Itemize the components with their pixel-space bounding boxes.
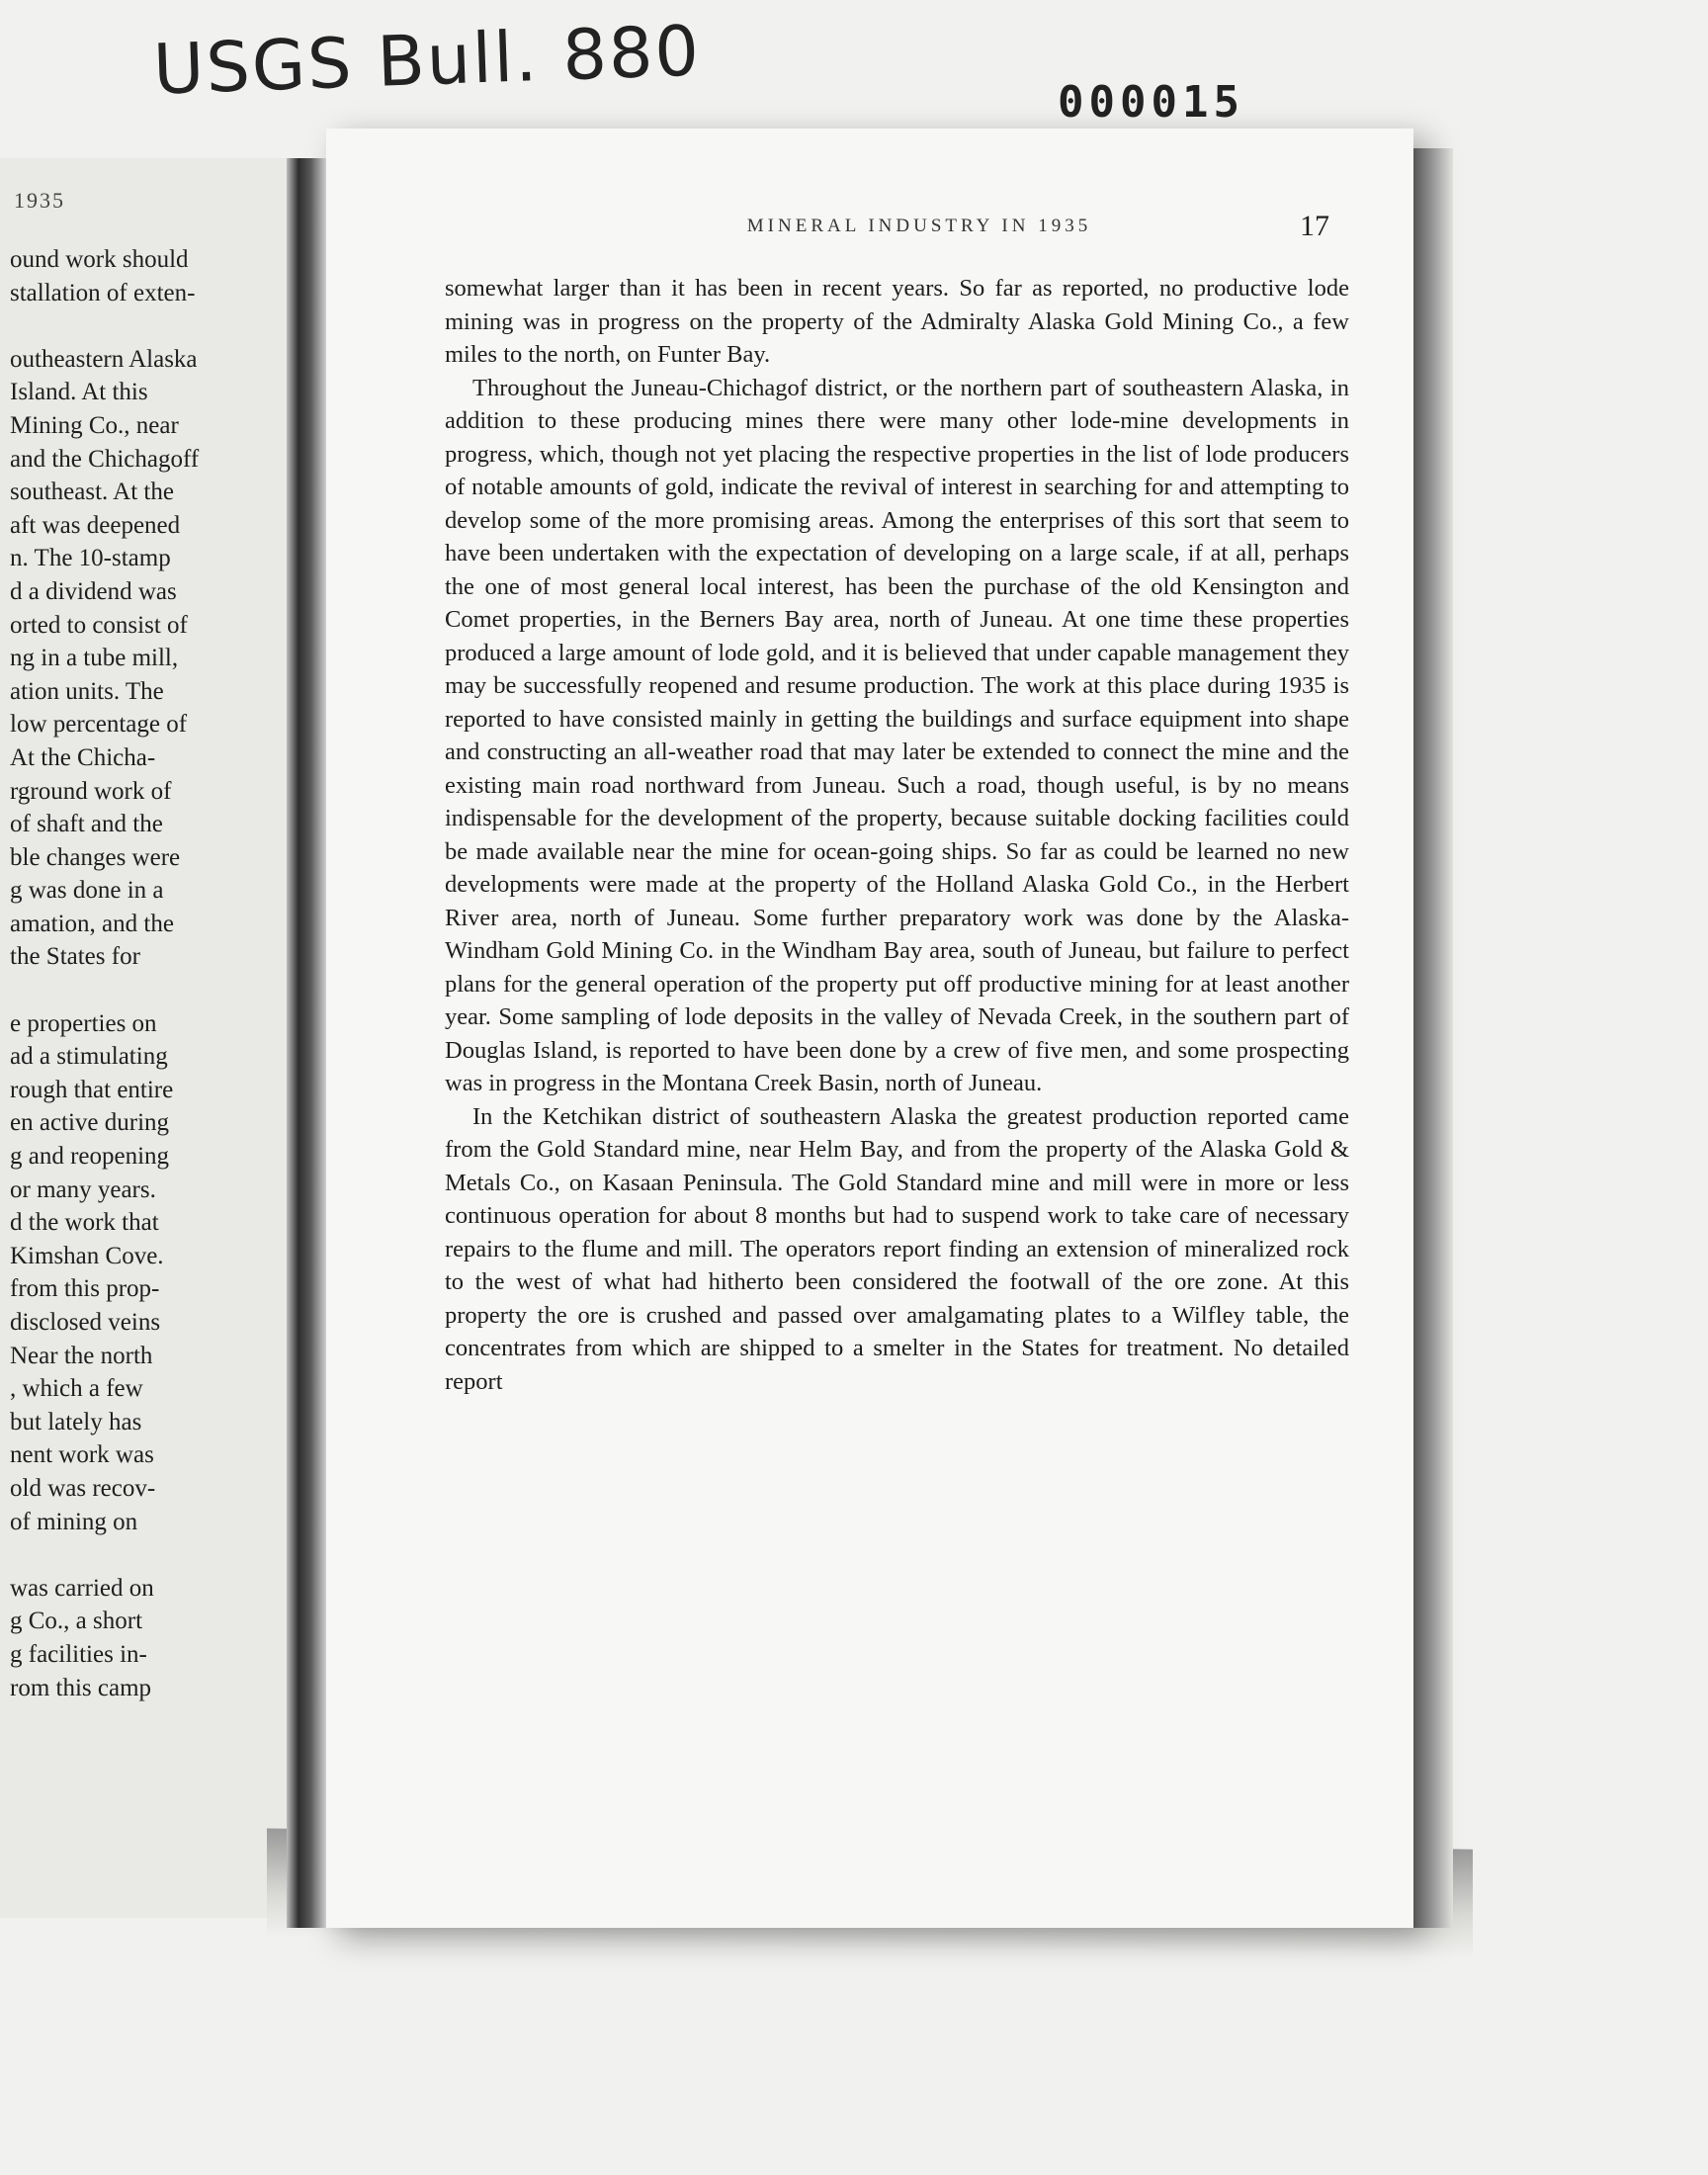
left-page-line: g was done in a bbox=[10, 877, 164, 905]
left-page-line: ng in a tube mill, bbox=[10, 645, 179, 672]
left-page-line: Island. At this bbox=[10, 379, 148, 406]
left-page-line: ation units. The bbox=[10, 677, 164, 705]
paragraph: somewhat larger than it has been in recent years. So far as reported, no productive lode mining was in progress on the property of the Admiralty Alaska Gold Mining Co., a few miles to the north, on Funter Bay. bbox=[445, 275, 1349, 368]
left-page-line: of shaft and the bbox=[10, 811, 163, 838]
handwritten-label: USGS Bull. 880 bbox=[151, 10, 703, 111]
left-page-line: low percentage of bbox=[10, 711, 188, 739]
left-page-line: rough that entire bbox=[10, 1076, 174, 1103]
left-page-line: en active during bbox=[10, 1109, 170, 1137]
body-text bbox=[445, 272, 1349, 1398]
left-page-line: d a dividend was bbox=[10, 577, 177, 605]
page-number: 17 bbox=[1300, 210, 1329, 242]
paragraph: In the Ketchikan district of southeastern Alaska the greatest production reported came from the Gold Standard mine, near Helm Bay, and from the property of the Alaska Gold & Metals Co., on Kasaan Peninsula. The Gold Standard mine and mill were in more or less continuous operation for about 8 months but had to suspend work to take care of necessary repairs to the flume and mill. The operators report finding an extension of mineralized rock to the west of what had hitherto been considered the footwall of the ore zone. At this property the ore is crushed and passed over amalgamating plates to a Wilfley table, the concentrates from which are shipped to a smelter in the States for treatment. No detailed report bbox=[445, 1102, 1349, 1395]
left-page-line: of mining on bbox=[10, 1508, 138, 1535]
left-page-line: g Co., a short bbox=[10, 1608, 143, 1635]
left-page-line: Mining Co., near bbox=[10, 411, 179, 439]
left-page-line: n. The 10-stamp bbox=[10, 545, 171, 572]
left-page-line: old was recov- bbox=[10, 1474, 156, 1502]
left-page-line: was carried on bbox=[10, 1574, 154, 1602]
left-page-line: aft was deepened bbox=[10, 511, 181, 539]
left-page-line: but lately has bbox=[10, 1408, 142, 1436]
left-page-line: g facilities in- bbox=[10, 1640, 147, 1668]
paragraph: Throughout the Juneau-Chichagof district, or the northern part of southeastern Alaska, in addition to these producing mines there were many other lode-mine developments in progress, which, though not yet placing the respective properties in the list of lode producers of notable amounts of gold, indicate the revival of interest in searching for and attempting to develop some of the more promising areas. Among the enterprises of this sort that seem to have been undertaken with the expectation of developing on a large scale, if at all, perhaps the one of most general local interest, has been the purchase of the old Kensington and Comet properties, in the Berners Bay area, north of Juneau. At one time these properties produced a large amount of lode gold, and it is believed that under capable management they may be successfully reopened and resume production. The work at this place during 1935 is reported to have consisted mainly in getting the buildings and surface equipment into shape and constructing an all-weather road that may later be extended to connect the mine and the existing main road northward from Juneau. Such a road, though useful, is by no means indispensable for the development of the property, because suitable docking facilities could be made available near the mine for ocean-going ships. So far as could be learned no new developments were made at the property of the Holland Alaska Gold Co., in the Herbert River area, north of Juneau. Some further preparatory work was done by the Alaska-Windham Gold Mining Co. in the Windham Bay area, south of Juneau, but failure to perfect plans for the general operation of the property put off productive mining for at least another year. Some sampling of lode deposits in the valley of Nevada Creek, in the southern part of Douglas Island, is reported to have been done by a crew of five men, and some prospecting was in progress in the Montana Creek Basin, north of Juneau. bbox=[445, 374, 1349, 1096]
left-page-line: outheastern Alaska bbox=[10, 345, 198, 373]
main-page bbox=[326, 129, 1413, 1928]
left-page-line: or many years. bbox=[10, 1175, 156, 1203]
left-page-line: from this prop- bbox=[10, 1275, 160, 1303]
left-page-header: 1935 bbox=[14, 188, 65, 213]
stamp-number: 000015 bbox=[1058, 77, 1244, 128]
left-page-line: the States for bbox=[10, 943, 140, 971]
left-page-line: At the Chicha- bbox=[10, 743, 156, 771]
left-page-line: ound work should bbox=[10, 246, 189, 273]
left-page-line: stallation of exten- bbox=[10, 279, 196, 306]
left-page-line: rom this camp bbox=[10, 1674, 152, 1701]
left-page-line: , which a few bbox=[10, 1375, 143, 1403]
left-page-line: nent work was bbox=[10, 1441, 154, 1469]
left-page-line: rground work of bbox=[10, 777, 172, 805]
left-page-line: g and reopening bbox=[10, 1143, 170, 1171]
left-page-line: Kimshan Cove. bbox=[10, 1242, 164, 1269]
left-page-line: and the Chichagoff bbox=[10, 445, 200, 473]
left-page-line: disclosed veins bbox=[10, 1309, 161, 1336]
left-page-line: orted to consist of bbox=[10, 611, 188, 639]
left-page-line: Near the north bbox=[10, 1342, 153, 1369]
left-page-line: ble changes were bbox=[10, 843, 181, 871]
left-page-text bbox=[10, 243, 199, 1704]
left-page-line: southeast. At the bbox=[10, 478, 174, 506]
left-page-line bbox=[10, 1538, 199, 1572]
running-head: MINERAL INDUSTRY IN 1935 bbox=[746, 216, 1092, 236]
book-spine bbox=[287, 158, 326, 1928]
left-page-line: ad a stimulating bbox=[10, 1043, 168, 1071]
left-facing-page bbox=[0, 158, 297, 1918]
left-page-line: d the work that bbox=[10, 1209, 159, 1237]
left-page-line bbox=[10, 309, 199, 343]
left-page-line: e properties on bbox=[10, 1009, 157, 1037]
left-page-line: amation, and the bbox=[10, 910, 174, 937]
page-edge-shadow bbox=[1413, 148, 1453, 1928]
left-page-line bbox=[10, 974, 199, 1007]
